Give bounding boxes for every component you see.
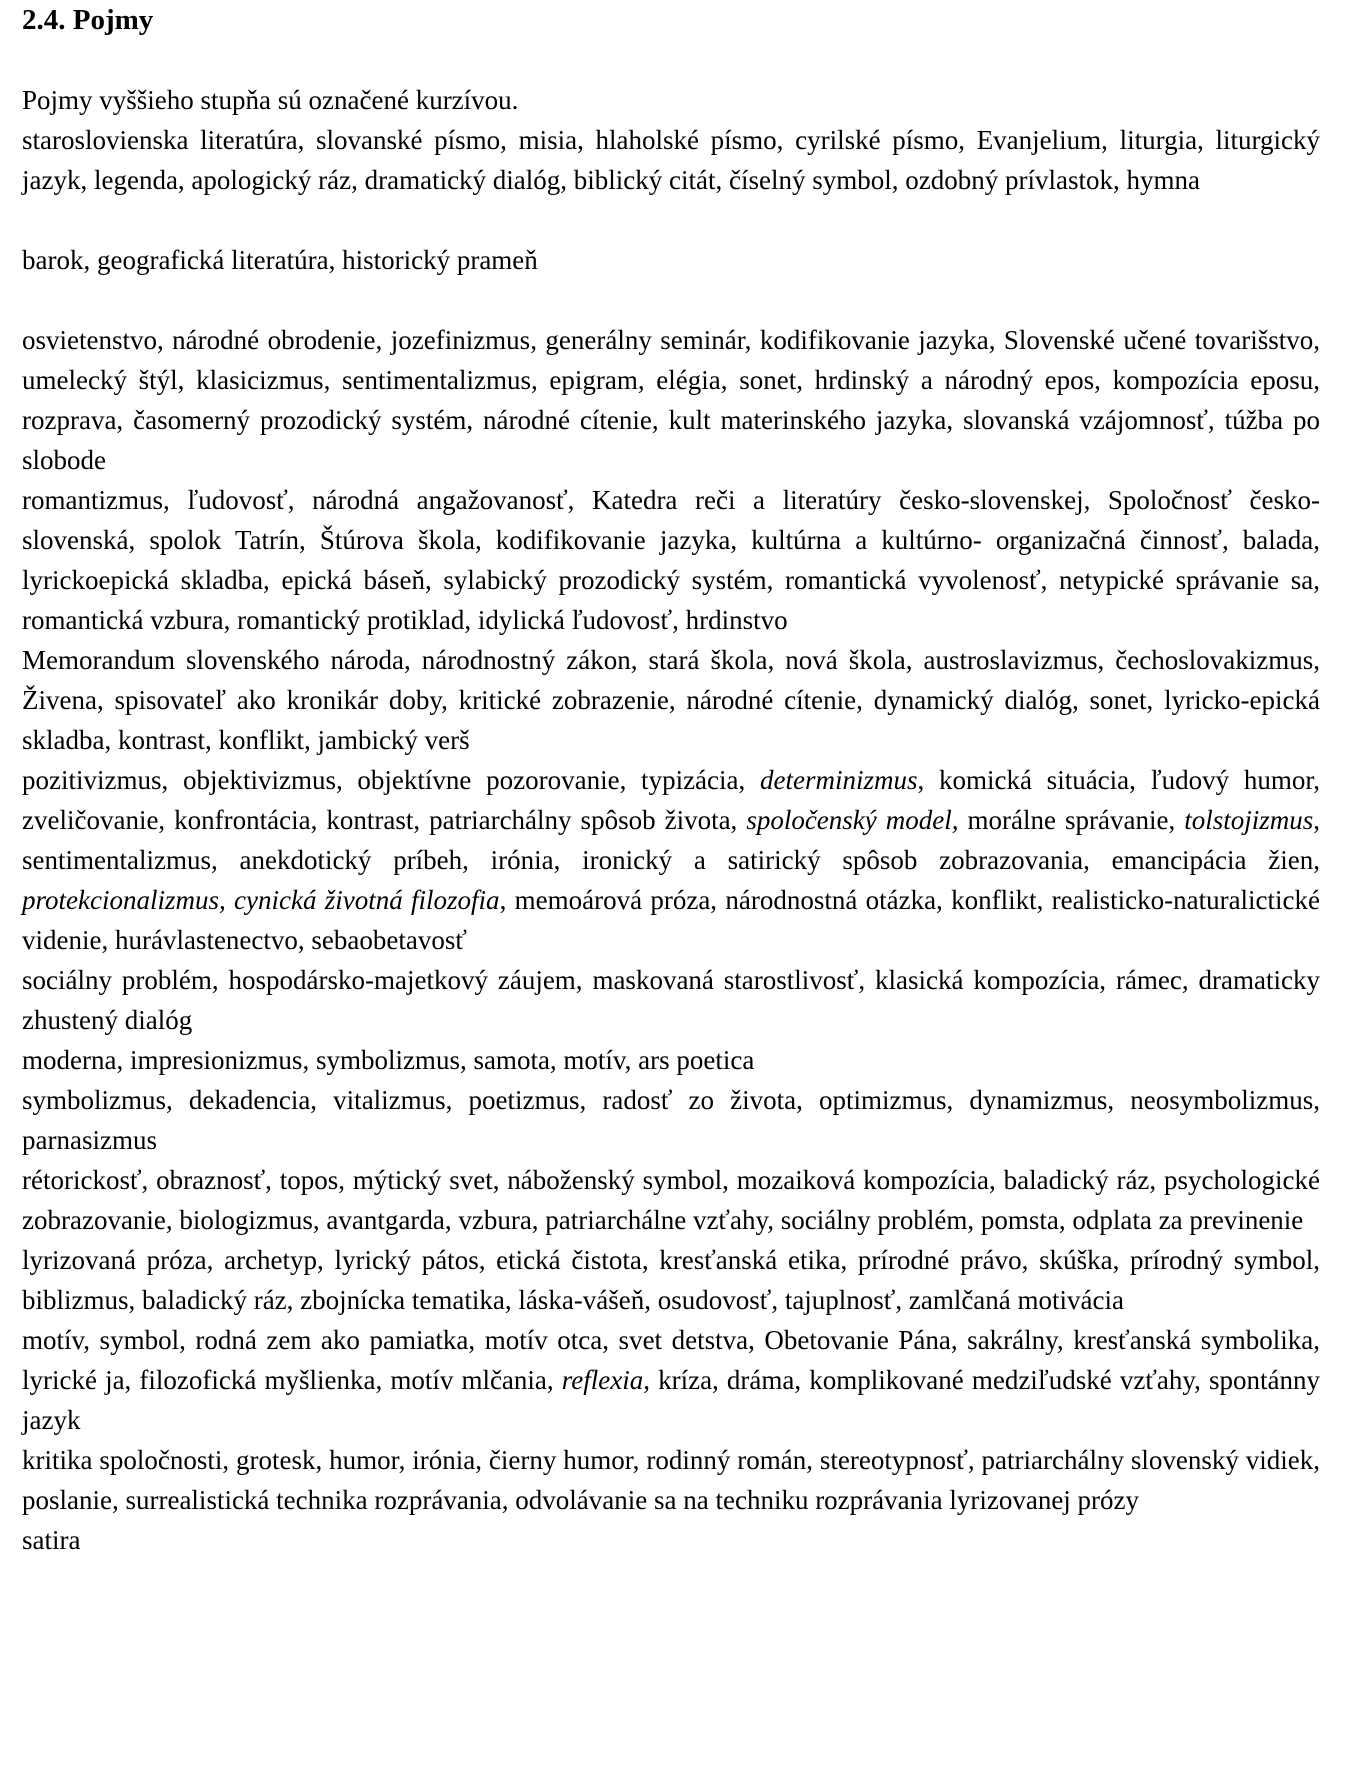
concept-paragraph [22,320,1320,480]
text-run: staroslovienska literatúra, slovanské písmo, misia, hlaholské písmo, cyrilské písmo, Evanjelium, liturgia, liturgický jazyk, legenda, apologický ráz, dramatický dialóg, biblický citát, číselný symbol, ozdobný prívlastok, hymna [22,125,1320,195]
intro-note: Pojmy vyššieho stupňa sú označené kurzívou. [22,85,519,115]
text-run: sociálny problém, hospodársko-majetkový záujem, maskovaná starostlivosť, klasická kompozícia, rámec, dramaticky zhustený dialóg [22,965,1320,1035]
concept-paragraph [22,1240,1320,1320]
text-run: moderna, impresionizmus, symbolizmus, samota, motív, ars poetica [22,1045,755,1075]
section-heading: 2.4. Pojmy [22,4,154,36]
concept-paragraph [22,1440,1320,1520]
concept-paragraph [22,760,1320,960]
text-run: pozitivizmus, objektivizmus, objektívne pozorovanie, typizácia, [22,765,760,795]
text-run: barok, geografická literatúra, historický prameň [22,245,538,275]
text-run: lyrizovaná próza, archetyp, lyrický pátos, etická čistota, kresťanská etika, prírodné právo, skúška, prírodný symbol, biblizmus, baladický ráz, zbojnícka tematika, láska-vášeň, osudovosť, tajuplnosť, zamlčaná motivácia [22,1245,1320,1315]
concept-paragraph [22,1160,1320,1240]
text-run: , memoárová próza, národnostná otázka, konflikt, realisticko-naturalictické videnie, hurávlastenectvo, sebaobetavosť [22,885,1321,955]
concept-paragraph [22,1520,1320,1560]
text-run: , kríza, dráma, komplikované medziľudské vzťahy, spontánny jazyk [22,1365,1320,1435]
text-run: , komická situácia, ľudový humor, zveličovanie, konfrontácia, kontrast, patriarchálny spôsob života, [22,765,1320,835]
concept-paragraph [22,960,1320,1040]
concept-paragraph [22,1040,1320,1080]
text-run: osvietenstvo, národné obrodenie, jozefinizmus, generálny seminár, kodifikovanie jazyka, Slovenské učené tovarišstvo, umelecký štýl, klasicizmus, sentimentalizmus, epigram, elégia, sonet, hrdinský a národný epos, kompozícia eposu, rozprava, časomerný prozodický systém, národné cítenie, kult materinského jazyka, slovanská vzájomnosť, túžba po slobode [22,325,1320,475]
italic-term: spoločenský model, [746,805,959,835]
italic-term: determinizmus [760,765,918,795]
italic-term: tolstojizmus [1184,805,1314,835]
text-run: satira [22,1525,81,1555]
concept-paragraph [22,640,1320,760]
document-page [22,0,1320,1560]
concept-paragraph [22,240,1320,280]
text-run: symbolizmus, dekadencia, vitalizmus, poetizmus, radosť zo života, optimizmus, dynamizmus, neosymbolizmus, parnasizmus [22,1085,1320,1155]
text-run: , sentimentalizmus, anekdotický príbeh, irónia, ironický a satirický spôsob zobrazovania, emancipácia žien, [22,805,1320,875]
text-run: rétorickosť, obraznosť, topos, mýtický svet, náboženský symbol, mozaiková kompozícia, baladický ráz, psychologické zobrazovanie, biologizmus, avantgarda, vzbura, patriarchálne vzťahy, sociálny problém, pomsta, odplata za previnenie [22,1165,1320,1235]
italic-term: reflexia [561,1365,644,1395]
text-run: romantizmus, ľudovosť, národná angažovanosť, Katedra reči a literatúry česko-slovenskej, Spoločnosť česko-slovenská, spolok Tatrín, Štúrova škola, kodifikovanie jazyka, kultúrna a kultúrno- organizačná činnosť, balada, lyrickoepická skladba, epická báseň, sylabický prozodický systém, romantická vyvolenosť, netypické správanie sa, romantická vzbura, romantický protiklad, idylická ľudovosť, hrdinstvo [22,485,1320,635]
text-run: Memorandum slovenského národa, národnostný zákon, stará škola, nová škola, austroslavizmus, čechoslovakizmus, Živena, spisovateľ ako kronikár doby, kritické zobrazenie, národné cítenie, dynamický dialóg, sonet, lyricko-epická skladba, kontrast, konflikt, jambický verš [22,645,1320,755]
concept-paragraph [22,1320,1320,1440]
text-run: kritika spoločnosti, grotesk, humor, irónia, čierny humor, rodinný román, stereotypnosť, patriarchálny slovenský vidiek, poslanie, surrealistická technika rozprávania, odvolávanie sa na techniku rozprávania lyrizovanej prózy [22,1445,1320,1515]
italic-term: protekcionalizmus, cynická životná filozofia [22,885,500,915]
text-run: morálne správanie, [958,805,1185,835]
concept-paragraph [22,1080,1320,1160]
concept-paragraph [22,120,1320,200]
text-run: motív, symbol, rodná zem ako pamiatka, motív otca, svet detstva, Obetovanie Pána, sakrálny, kresťanská symbolika, lyrické ja, filozofická myšlienka, motív mlčania, [22,1325,1320,1395]
concept-paragraph [22,480,1320,640]
